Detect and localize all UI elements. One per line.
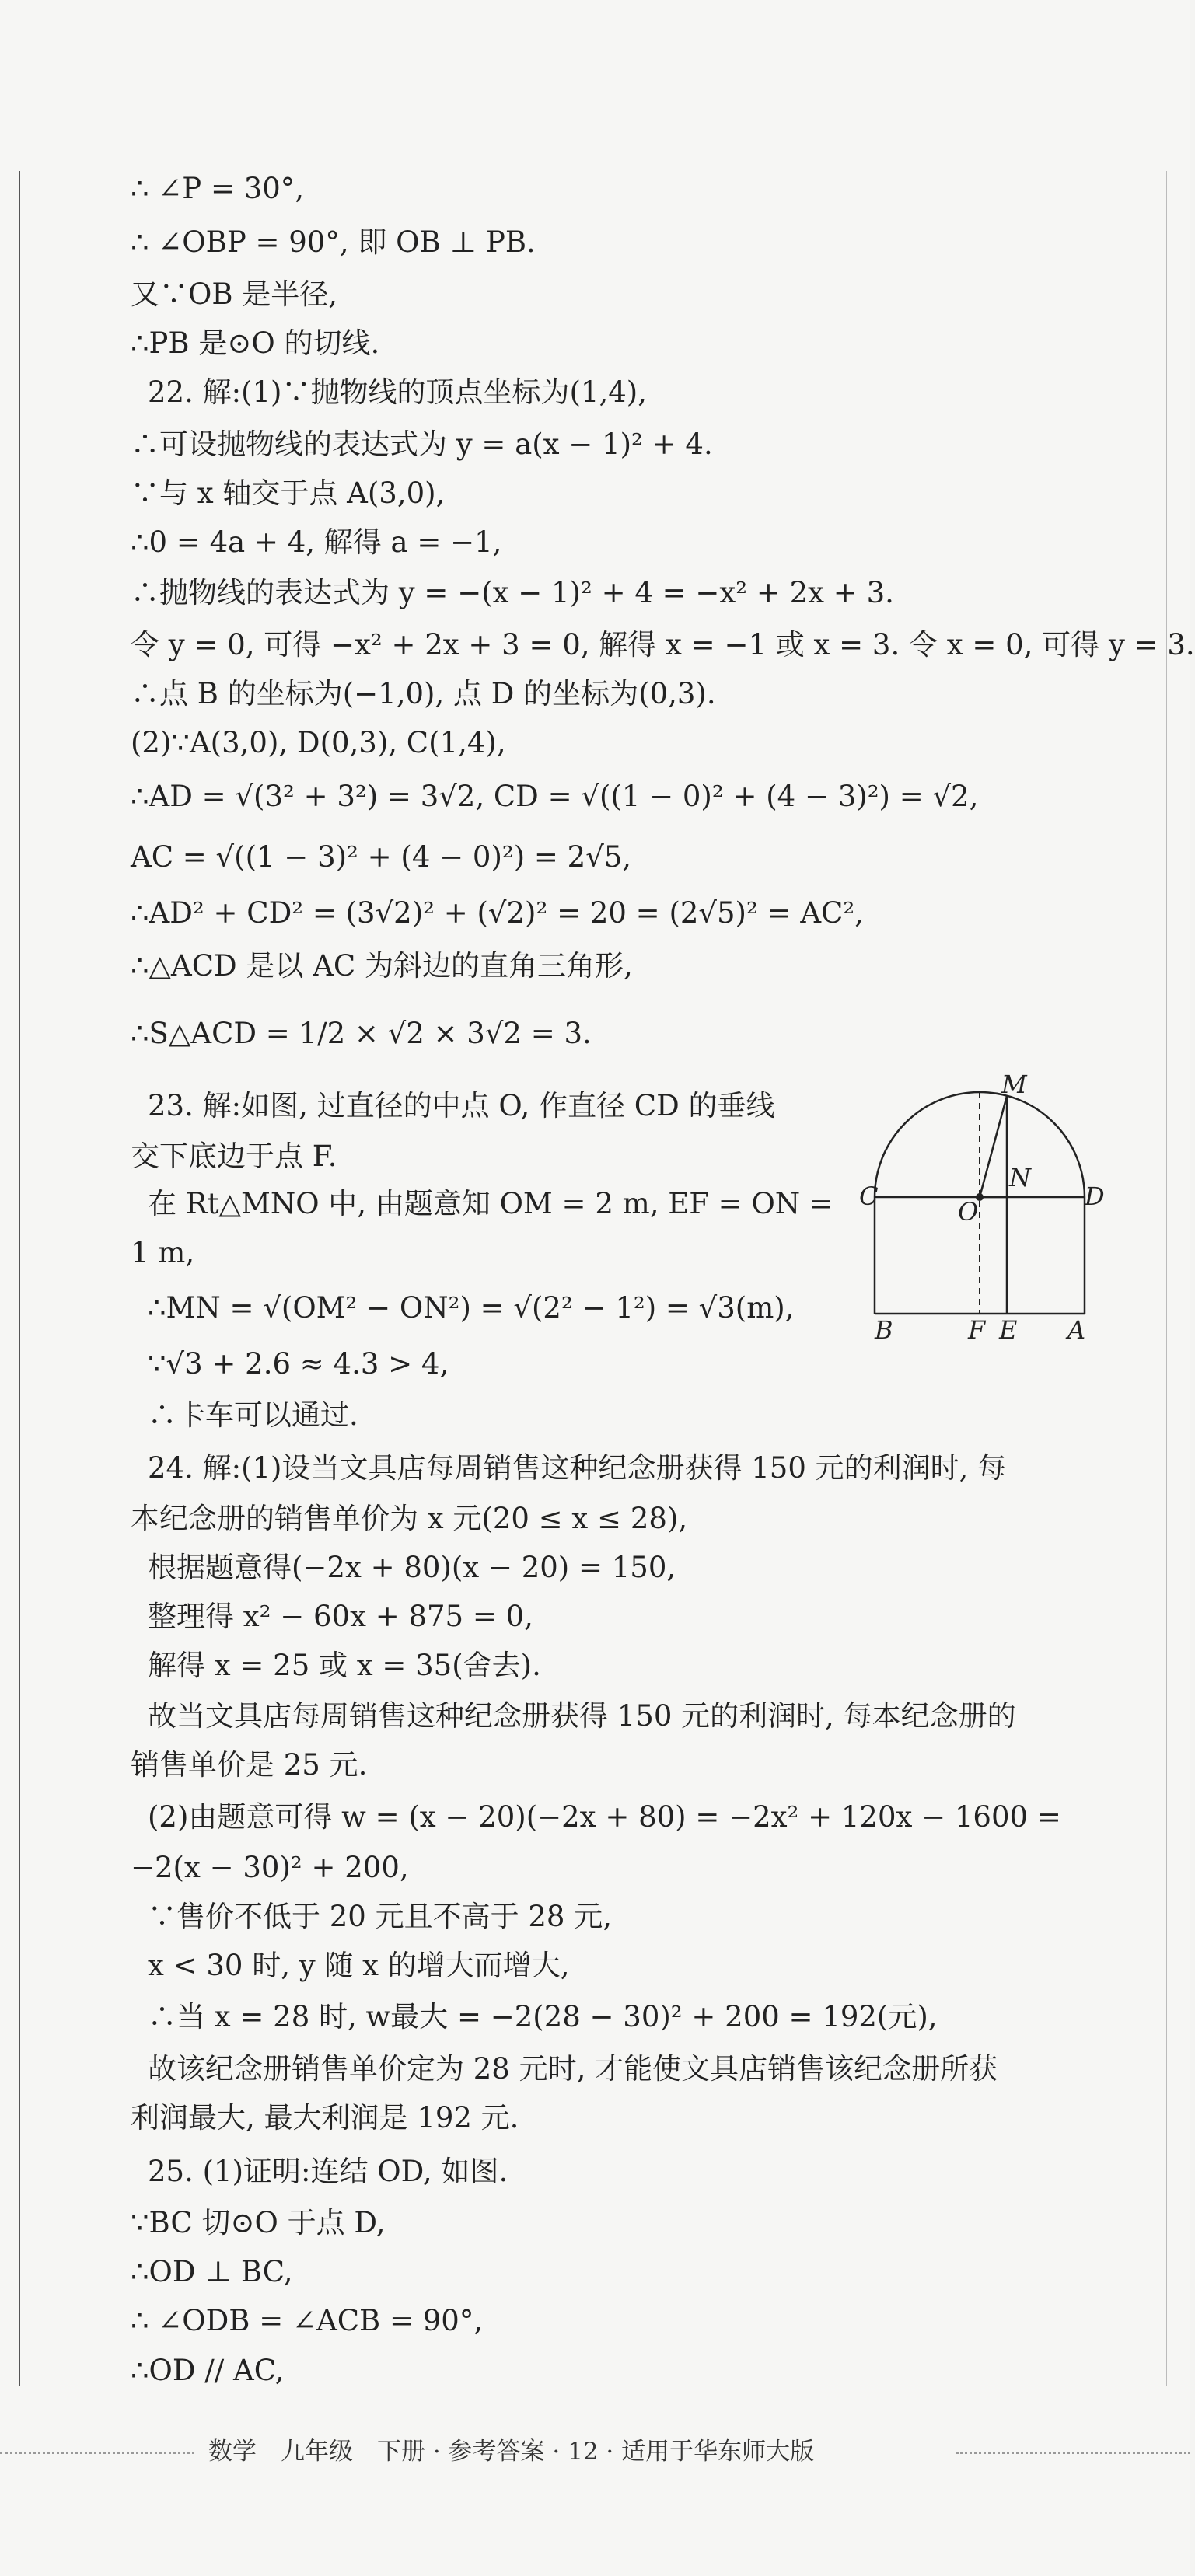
label-n: N: [1009, 1163, 1031, 1192]
text-line: ∵BC 切⊙O 于点 D,: [131, 2206, 386, 2239]
text-line: ∴△ACD 是以 AC 为斜边的直角三角形,: [131, 949, 633, 983]
text-line: 整理得 x² − 60x + 875 = 0,: [148, 1600, 533, 1633]
text-line: ∵售价不低于 20 元且不高于 28 元,: [148, 1900, 612, 1933]
footer-dots-right: [956, 2452, 1190, 2454]
text-line: ∴S△ACD = 1/2 × √2 × 3√2 = 3.: [131, 1017, 592, 1050]
text-line: −2(x − 30)² + 200,: [131, 1851, 409, 1884]
text-line: 令 y = 0, 可得 −x² + 2x + 3 = 0, 解得 x = −1 或 x = 3. 令 x = 0, 可得 y = 3.: [131, 628, 1195, 661]
text-line: 22. 解:(1)∵抛物线的顶点坐标为(1,4),: [148, 375, 647, 409]
text-line: ∴抛物线的表达式为 y = −(x − 1)² + 4 = −x² + 2x + 3.: [131, 576, 894, 609]
text-line: AC = √((1 − 3)² + (4 − 0)²) = 2√5,: [131, 840, 632, 874]
label-c: C: [859, 1182, 879, 1211]
text-line: (2)由题意可得 w = (x − 20)(−2x + 80) = −2x² + 120x − 1600 =: [148, 1800, 1061, 1834]
text-line: ∴点 B 的坐标为(−1,0), 点 D 的坐标为(0,3).: [131, 677, 716, 710]
text-line: (2)∵A(3,0), D(0,3), C(1,4),: [131, 726, 506, 759]
label-f: F: [968, 1315, 986, 1345]
text-line: ∴MN = √(OM² − ON²) = √(2² − 1²) = √3(m),: [148, 1291, 795, 1325]
label-d: D: [1085, 1182, 1105, 1211]
footer-text: 数学 九年级 下册 · 参考答案 · 12 · 适用于华东师大版: [208, 2438, 815, 2466]
text-line: 根据题意得(−2x + 80)(x − 20) = 150,: [148, 1551, 676, 1584]
text-line: 25. (1)证明:连结 OD, 如图.: [148, 2155, 508, 2188]
text-line: 利润最大, 最大利润是 192 元.: [131, 2101, 519, 2134]
text-line: ∴0 = 4a + 4, 解得 a = −1,: [131, 525, 502, 559]
text-line: ∴AD² + CD² = (3√2)² + (√2)² = 20 = (2√5)² = AC²,: [131, 896, 864, 930]
text-line: 又∵OB 是半径,: [131, 277, 338, 311]
label-b: B: [875, 1315, 893, 1345]
text-line: ∵√3 + 2.6 ≈ 4.3 > 4,: [148, 1347, 449, 1380]
text-line: 1 m,: [131, 1236, 195, 1269]
text-line: 本纪念册的销售单价为 x 元(20 ≤ x ≤ 28),: [131, 1502, 688, 1535]
text-line: ∴卡车可以通过.: [148, 1398, 358, 1432]
text-line: 销售单价是 25 元.: [131, 1748, 368, 1782]
right-margin-rule: [1166, 171, 1167, 2386]
text-line: ∵与 x 轴交于点 A(3,0),: [131, 476, 446, 510]
text-line: ∴AD = √(3² + 3²) = 3√2, CD = √((1 − 0)² + (4 − 3)²) = √2,: [131, 780, 979, 813]
left-margin-rule: [19, 171, 20, 2386]
text-line: ∴PB 是⊙O 的切线.: [131, 326, 380, 360]
text-line: 故当文具店每周销售这种纪念册获得 150 元的利润时, 每本纪念册的: [148, 1699, 1016, 1733]
text-line: ∴当 x = 28 时, w最大 = −2(28 − 30)² + 200 = 192(元),: [148, 2000, 938, 2033]
tunnel-figure: [859, 1070, 1105, 1345]
page-footer: [0, 2436, 1190, 2467]
text-line: 解得 x = 25 或 x = 35(舍去).: [148, 1649, 541, 1682]
text-line: ∴可设抛物线的表达式为 y = a(x − 1)² + 4.: [131, 428, 713, 461]
text-line: ∴ ∠OBP = 90°, 即 OB ⊥ PB.: [131, 225, 536, 259]
text-line: 故该纪念册销售单价定为 28 元时, 才能使文具店销售该纪念册所获: [148, 2052, 998, 2086]
label-e: E: [999, 1315, 1018, 1345]
label-m: M: [1001, 1070, 1027, 1099]
text-line: 交下底边于点 F.: [131, 1140, 337, 1173]
text-line: 23. 解:如图, 过直径的中点 O, 作直径 CD 的垂线: [148, 1089, 775, 1122]
text-line: 24. 解:(1)设当文具店每周销售这种纪念册获得 150 元的利润时, 每: [148, 1451, 1007, 1485]
text-line: x < 30 时, y 随 x 的增大而增大,: [148, 1949, 570, 1982]
text-line: 在 Rt△MNO 中, 由题意知 OM = 2 m, EF = ON =: [148, 1187, 833, 1220]
label-a: A: [1067, 1315, 1086, 1345]
text-line: ∴OD ⊥ BC,: [131, 2255, 293, 2288]
segment-om: [980, 1096, 1007, 1197]
text-line: ∴ ∠ODB = ∠ACB = 90°,: [131, 2304, 484, 2337]
label-o: O: [958, 1197, 979, 1227]
text-line: ∴OD // AC,: [131, 2354, 285, 2387]
text-line: ∴ ∠P = 30°,: [131, 172, 305, 205]
footer-dots-left: [0, 2452, 194, 2454]
